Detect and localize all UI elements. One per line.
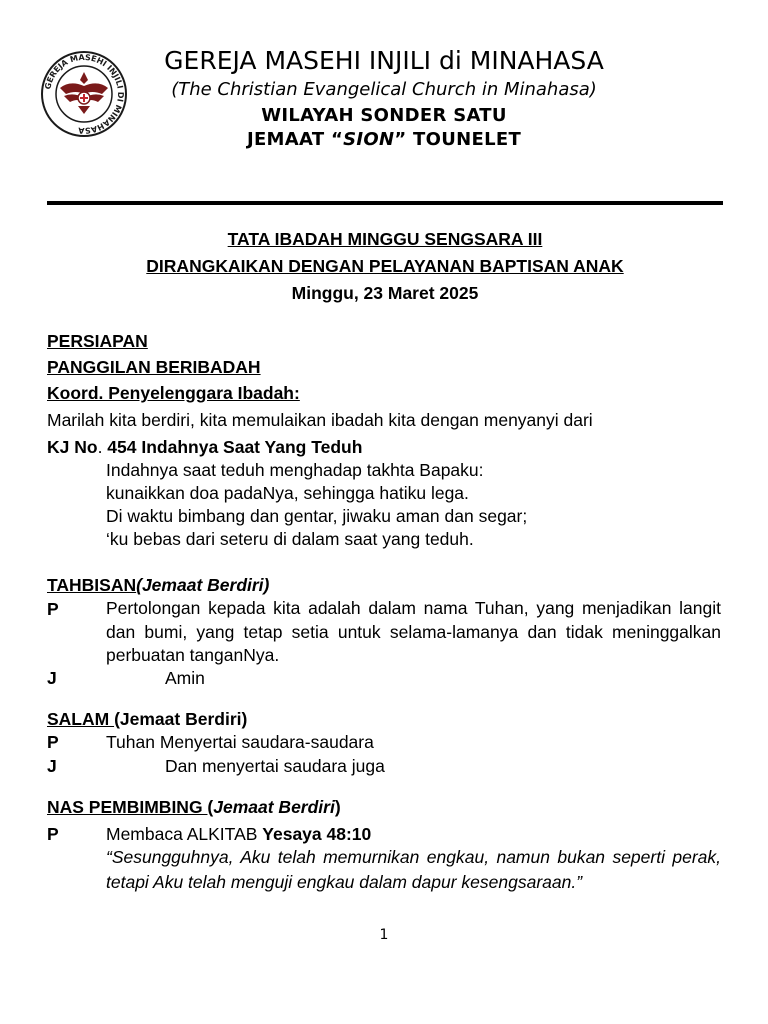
- tahbisan-j-label: J: [47, 668, 57, 688]
- section-nas-pembimbing: NAS PEMBIMBING (Jemaat Berdiri): [47, 797, 341, 817]
- page-number: 1: [379, 927, 389, 943]
- section-tahbisan: TAHBISAN(Jemaat Berdiri): [47, 575, 270, 595]
- salam-j-label: J: [47, 756, 57, 776]
- nas-reading: Membaca ALKITAB Yesaya 48:10: [106, 824, 372, 844]
- hymn-line: ‘ku bebas dari seteru di dalam saat yang teduh.: [106, 529, 474, 549]
- region-name: WILAYAH SONDER SATU: [261, 105, 507, 126]
- hymn-title: KJ No. 454 Indahnya Saat Yang Teduh: [47, 437, 363, 457]
- section-persiapan: PERSIAPAN: [47, 331, 148, 351]
- salam-j-text: Dan menyertai saudara juga: [165, 756, 385, 776]
- congregation-name: JEMAAT “SION” TOUNELET: [246, 129, 522, 150]
- section-salam: SALAM (Jemaat Berdiri): [47, 709, 248, 729]
- hymn-line: Di waktu bimbang dan gentar, jiwaku aman dan segar;: [106, 506, 528, 526]
- section-panggilan: PANGGILAN BERIBADAH: [47, 357, 261, 377]
- org-name-english: (The Christian Evangelical Church in Minahasa): [171, 79, 597, 100]
- tahbisan-p-text: Pertolongan kepada kita adalah dalam nama Tuhan, yang menjadikan langit dan bumi, yang tetap setia untuk selama-lamanya dan tidak meninggalkan perbuatan tanganNya.: [106, 598, 721, 665]
- koord-label: Koord. Penyelenggara Ibadah:: [47, 383, 300, 403]
- hymn-line: Indahnya saat teduh menghadap takhta Bapaku:: [106, 460, 484, 480]
- salam-p-label: P: [47, 732, 59, 752]
- salam-p-text: Tuhan Menyertai saudara-saudara: [106, 732, 374, 752]
- church-logo: [40, 50, 128, 138]
- logo-ring-text: GEREJA MASEHI INJILI DI MINAHASA: [43, 52, 126, 136]
- org-name: GEREJA MASEHI INJILI di MINAHASA: [164, 46, 604, 75]
- logo-bird: [60, 72, 108, 114]
- call-to-worship-text: Marilah kita berdiri, kita memulaikan ibadah kita dengan menyanyi dari: [47, 410, 593, 430]
- tahbisan-p-label: P: [47, 599, 59, 619]
- service-title: TATA IBADAH MINGGU SENGSARA III: [227, 229, 543, 249]
- nas-p-label: P: [47, 824, 59, 844]
- header-divider: [47, 201, 723, 205]
- service-subtitle: DIRANGKAIKAN DENGAN PELAYANAN BAPTISAN ANAK: [146, 256, 624, 276]
- nas-quote: “Sesungguhnya, Aku telah memurnikan engkau, namun bukan seperti perak, tetapi Aku telah menguji engkau dalam dapur kesengsaraan.”: [106, 847, 721, 892]
- service-date: Minggu, 23 Maret 2025: [291, 283, 479, 303]
- tahbisan-j-text: Amin: [165, 668, 205, 688]
- hymn-line: kunaikkan doa padaNya, sehingga hatiku lega.: [106, 483, 469, 503]
